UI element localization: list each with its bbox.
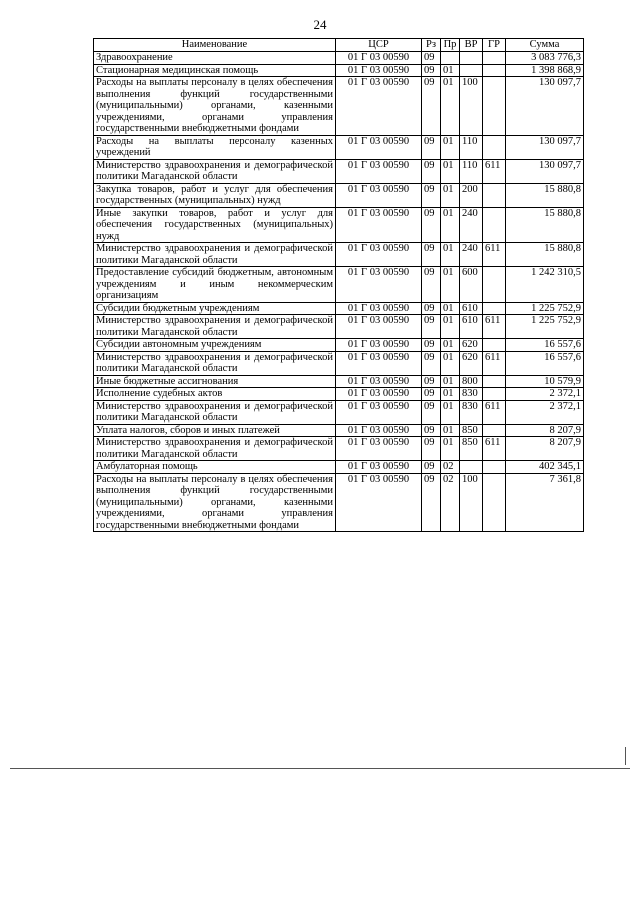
header-name: Наименование [94,39,336,52]
header-gr: ГР [483,39,506,52]
row-pr-cell: 01 [441,315,460,339]
table-row [94,388,584,401]
row-vr-cell: 100 [460,77,483,136]
row-sum-cell: 1 398 868,9 [506,64,584,77]
row-name-cell: Субсидии бюджетным учреждениям [94,302,336,315]
row-rz-cell: 09 [422,207,441,243]
row-pr-cell: 01 [441,135,460,159]
row-sum-cell: 1 225 752,9 [506,315,584,339]
row-csr-cell: 01 Г 03 00590 [336,351,422,375]
table-row [94,461,584,474]
row-rz-cell: 09 [422,437,441,461]
row-name-cell: Министерство здравоохранения и демографической политики Магаданской области [94,243,336,267]
row-pr-cell: 01 [441,424,460,437]
table-row [94,351,584,375]
row-gr-cell: 611 [483,315,506,339]
row-csr-cell: 01 Г 03 00590 [336,135,422,159]
row-vr-cell: 600 [460,267,483,303]
row-gr-cell [483,473,506,532]
row-rz-cell: 09 [422,183,441,207]
row-csr-cell: 01 Г 03 00590 [336,52,422,65]
table-row [94,315,584,339]
row-name-cell: Министерство здравоохранения и демографической политики Магаданской области [94,437,336,461]
row-csr-cell: 01 Г 03 00590 [336,302,422,315]
row-sum-cell: 15 880,8 [506,207,584,243]
row-csr-cell: 01 Г 03 00590 [336,461,422,474]
row-vr-cell: 110 [460,159,483,183]
row-sum-cell: 1 225 752,9 [506,302,584,315]
row-sum-cell: 130 097,7 [506,135,584,159]
row-sum-cell: 16 557,6 [506,351,584,375]
row-gr-cell [483,339,506,352]
table-header-row [94,39,584,52]
row-rz-cell: 09 [422,267,441,303]
row-vr-cell: 620 [460,339,483,352]
row-gr-cell [483,424,506,437]
row-rz-cell: 09 [422,77,441,136]
row-sum-cell: 402 345,1 [506,461,584,474]
row-sum-cell: 130 097,7 [506,77,584,136]
row-csr-cell: 01 Г 03 00590 [336,77,422,136]
row-sum-cell: 3 083 776,3 [506,52,584,65]
footer-mark [625,747,626,765]
row-pr-cell: 01 [441,302,460,315]
row-rz-cell: 09 [422,351,441,375]
row-gr-cell: 611 [483,437,506,461]
row-vr-cell: 200 [460,183,483,207]
table-row [94,52,584,65]
row-csr-cell: 01 Г 03 00590 [336,183,422,207]
row-name-cell: Расходы на выплаты персоналу в целях обеспечения выполнения функций государственными (муниципальными) органами, казенными учреждениями, органами управления государственными внебюджетными фондами [94,77,336,136]
row-gr-cell [483,207,506,243]
row-vr-cell: 100 [460,473,483,532]
row-vr-cell: 830 [460,388,483,401]
table-row [94,437,584,461]
row-gr-cell: 611 [483,243,506,267]
row-name-cell: Предоставление субсидий бюджетным, автономным учреждениям и иным некоммерческим организациям [94,267,336,303]
budget-table [93,38,584,532]
row-csr-cell: 01 Г 03 00590 [336,424,422,437]
row-sum-cell: 16 557,6 [506,339,584,352]
row-name-cell: Министерство здравоохранения и демографической политики Магаданской области [94,315,336,339]
row-gr-cell [483,135,506,159]
row-csr-cell: 01 Г 03 00590 [336,243,422,267]
page-number: 24 [313,17,327,32]
row-name-cell: Субсидии автономным учреждениям [94,339,336,352]
footer-divider [10,768,630,769]
row-rz-cell: 09 [422,135,441,159]
row-csr-cell: 01 Г 03 00590 [336,64,422,77]
row-rz-cell: 09 [422,243,441,267]
row-sum-cell: 130 097,7 [506,159,584,183]
row-sum-cell: 8 207,9 [506,437,584,461]
row-name-cell: Министерство здравоохранения и демографической политики Магаданской области [94,400,336,424]
row-pr-cell: 01 [441,375,460,388]
row-sum-cell: 2 372,1 [506,388,584,401]
row-pr-cell: 01 [441,351,460,375]
row-csr-cell: 01 Г 03 00590 [336,267,422,303]
row-gr-cell [483,388,506,401]
table-row [94,243,584,267]
row-pr-cell: 01 [441,339,460,352]
row-vr-cell: 240 [460,207,483,243]
row-pr-cell: 01 [441,388,460,401]
row-rz-cell: 09 [422,473,441,532]
row-vr-cell: 610 [460,302,483,315]
row-rz-cell: 09 [422,159,441,183]
row-vr-cell: 830 [460,400,483,424]
row-pr-cell: 02 [441,461,460,474]
row-pr-cell: 01 [441,267,460,303]
header-vr: ВР [460,39,483,52]
row-pr-cell: 01 [441,183,460,207]
row-rz-cell: 09 [422,52,441,65]
row-gr-cell [483,77,506,136]
row-vr-cell [460,64,483,77]
table-row [94,339,584,352]
row-vr-cell [460,461,483,474]
table-row [94,207,584,243]
row-gr-cell: 611 [483,159,506,183]
row-vr-cell: 240 [460,243,483,267]
row-name-cell: Исполнение судебных актов [94,388,336,401]
table-row [94,473,584,532]
row-name-cell: Стационарная медицинская помощь [94,64,336,77]
row-csr-cell: 01 Г 03 00590 [336,339,422,352]
table-row [94,375,584,388]
row-rz-cell: 09 [422,339,441,352]
row-gr-cell [483,302,506,315]
header-sum: Сумма [506,39,584,52]
row-pr-cell: 01 [441,159,460,183]
row-vr-cell: 610 [460,315,483,339]
row-name-cell: Расходы на выплаты персоналу в целях обеспечения выполнения функций государственными (муниципальными) органами, казенными учреждениями, органами управления государственными внебюджетными фондами [94,473,336,532]
row-vr-cell: 110 [460,135,483,159]
row-sum-cell: 8 207,9 [506,424,584,437]
table-row [94,159,584,183]
row-name-cell: Амбулаторная помощь [94,461,336,474]
row-pr-cell: 01 [441,400,460,424]
table-row [94,267,584,303]
row-vr-cell [460,52,483,65]
row-csr-cell: 01 Г 03 00590 [336,473,422,532]
row-rz-cell: 09 [422,424,441,437]
row-name-cell: Расходы на выплаты персоналу казенных учреждений [94,135,336,159]
row-gr-cell [483,52,506,65]
row-pr-cell: 01 [441,207,460,243]
row-pr-cell: 01 [441,437,460,461]
row-rz-cell: 09 [422,302,441,315]
row-name-cell: Министерство здравоохранения и демографической политики Магаданской области [94,159,336,183]
row-pr-cell: 02 [441,473,460,532]
row-name-cell: Министерство здравоохранения и демографической политики Магаданской области [94,351,336,375]
row-gr-cell: 611 [483,400,506,424]
row-name-cell: Иные бюджетные ассигнования [94,375,336,388]
row-pr-cell: 01 [441,243,460,267]
row-gr-cell [483,375,506,388]
row-gr-cell: 611 [483,351,506,375]
row-vr-cell: 850 [460,437,483,461]
row-csr-cell: 01 Г 03 00590 [336,207,422,243]
row-rz-cell: 09 [422,400,441,424]
row-csr-cell: 01 Г 03 00590 [336,437,422,461]
row-rz-cell: 09 [422,315,441,339]
row-vr-cell: 800 [460,375,483,388]
row-pr-cell [441,52,460,65]
row-rz-cell: 09 [422,388,441,401]
row-csr-cell: 01 Г 03 00590 [336,375,422,388]
row-rz-cell: 09 [422,64,441,77]
row-name-cell: Иные закупки товаров, работ и услуг для обеспечения государственных (муниципальных) нужд [94,207,336,243]
row-sum-cell: 2 372,1 [506,400,584,424]
row-csr-cell: 01 Г 03 00590 [336,388,422,401]
row-sum-cell: 15 880,8 [506,243,584,267]
row-gr-cell [483,267,506,303]
row-sum-cell: 10 579,9 [506,375,584,388]
row-csr-cell: 01 Г 03 00590 [336,159,422,183]
row-name-cell: Здравоохранение [94,52,336,65]
header-pr: Пр [441,39,460,52]
row-name-cell: Закупка товаров, работ и услуг для обеспечения государственных (муниципальных) нужд [94,183,336,207]
row-pr-cell: 01 [441,77,460,136]
row-gr-cell [483,461,506,474]
row-pr-cell: 01 [441,64,460,77]
row-vr-cell: 850 [460,424,483,437]
row-csr-cell: 01 Г 03 00590 [336,400,422,424]
row-rz-cell: 09 [422,461,441,474]
row-sum-cell: 7 361,8 [506,473,584,532]
row-sum-cell: 15 880,8 [506,183,584,207]
row-name-cell: Уплата налогов, сборов и иных платежей [94,424,336,437]
row-csr-cell: 01 Г 03 00590 [336,315,422,339]
row-rz-cell: 09 [422,375,441,388]
table-row [94,302,584,315]
table-row [94,400,584,424]
table-row [94,64,584,77]
row-vr-cell: 620 [460,351,483,375]
table-row [94,183,584,207]
row-gr-cell [483,64,506,77]
row-sum-cell: 1 242 310,5 [506,267,584,303]
table-row [94,424,584,437]
row-gr-cell [483,183,506,207]
table-row [94,135,584,159]
table-row [94,77,584,136]
header-rz: Рз [422,39,441,52]
header-csr: ЦСР [336,39,422,52]
